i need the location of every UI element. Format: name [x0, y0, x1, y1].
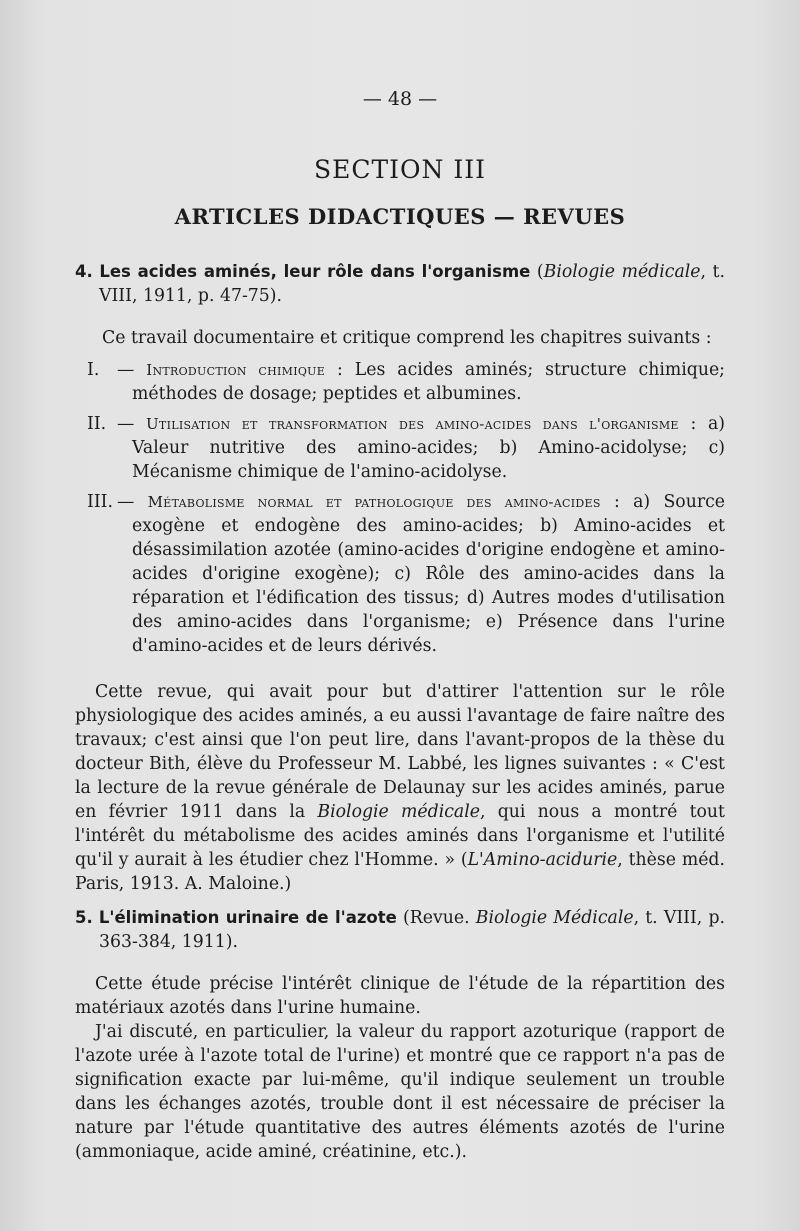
chapter-1-heading: Introduction chimique [146, 361, 326, 379]
entry-4-intro [75, 326, 725, 350]
entry-5-paragraph-2-text: J'ai discuté, en particulier, la valeur du rapport azoturique (rapport de l'azote urée à l'azote total de l'urine) et montré que ce rapport n'a pas de signification exacte par lui-même, qu'il indique seulement un trouble dans les échanges azotés, trouble dont il est nécessaire de préciser la nature par l'étude quantitative des autres éléments azotés de l'urine (ammoniaque, acide aminé, créatinine, etc.). [75, 1022, 725, 1162]
chapter-2-number: II. [87, 414, 107, 434]
entry-4-paragraph-part3: , thèse méd. Paris, 1913. A. Maloine.) [75, 850, 725, 894]
chapter-1-body: : Les acides aminés; structure chimique; méthodes de dosage; peptides et albumines. [132, 360, 725, 404]
chapter-1-number: I. [87, 360, 100, 380]
entry-4-paragraph-part2: , qui nous a montré tout l'intérêt du métabolisme des acides aminés dans l'organisme et l'utilité qu'il y aurait à les étudier chez l'Homme. » ( [75, 802, 725, 870]
entry-4-journal: Biologie médicale [543, 262, 701, 282]
entry-4-paragraph-thesis: L'Amino-acidurie [467, 850, 618, 870]
entry-5-ref-rest: , t. VIII, p. 363-384, 1911). [99, 908, 726, 952]
entry-4-ref-rest: , t. VIII, 1911, p. 47-75). [99, 262, 725, 306]
chapter-1-text: I. — Introduction chimique : Les acides aminés; structure chimique; méthodes de dosage; peptides et albumines. [75, 358, 725, 406]
entry-4-paragraph [75, 680, 725, 896]
page-number: — 48 — [362, 88, 438, 110]
entry-4-heading [75, 260, 725, 308]
chapter-3-number: III. [87, 492, 113, 512]
entry-5-paragraph-1-text: Cette étude précise l'intérêt clinique de l'étude de la répartition des matériaux azotés dans l'urine humaine. [75, 974, 725, 1018]
entry-5-ref-open: (Revue. [396, 908, 476, 928]
entry-4-paragraph-journal: Biologie médicale [317, 802, 480, 822]
chapter-3 [75, 490, 725, 658]
chapter-2 [75, 412, 725, 484]
section-subtitle: ARTICLES DIDACTIQUES — REVUES [174, 204, 626, 229]
entry-4-title: Les acides aminés, leur rôle dans l'organisme [99, 262, 531, 281]
entry-5-number: 5. [75, 908, 93, 927]
entry-5-paragraph-1 [75, 972, 725, 1020]
entry-4-paragraph-text [75, 680, 725, 896]
chapter-3-body: : a) Source exogène et endogène des amino-acides; b) Amino-acides et désassimilation azotée (amino-acides d'origine endogène et amino-acides d'origine exogène); c) Rôle des amino-acides dans la réparation et l'édification des tissus; d) Autres modes d'utilisation des amino-acides dans l'organisme; e) Présence dans l'urine d'amino-acides et de leurs dérivés. [132, 492, 725, 656]
entry-5-paragraph-2 [75, 1020, 725, 1164]
entry-5 [75, 906, 725, 954]
entry-4-paragraph-part1: Cette revue, qui avait pour but d'attirer l'attention sur le rôle physiologique des acides aminés, a eu aussi l'avantage de faire naître des travaux; c'est ainsi que l'on peut lire, dans l'avant-propos de la thèse du docteur Bith, élève du Professeur M. Labbé, les lignes suivantes : « C'est la lecture de la revue générale de Delaunay sur les acides aminés, parue en février 1911 dans la [75, 682, 725, 822]
chapter-1 [75, 358, 725, 406]
entry-4-ref-open: ( [530, 262, 544, 282]
entry-4 [75, 260, 725, 308]
chapter-2-heading: Utilisation et transformation des amino-acides dans l'organisme [145, 415, 679, 433]
entry-4-number: 4. [75, 262, 93, 281]
entry-4-intro-text: Ce travail documentaire et critique comprend les chapitres suivants : [102, 328, 712, 348]
chapter-2-body: : a) Valeur nutritive des amino-acides; b) Amino-acidolyse; c) Mécanisme chimique de l'amino-acidolyse. [132, 414, 726, 482]
entry-5-heading [75, 906, 725, 954]
entry-5-journal: Biologie Médicale [475, 908, 634, 928]
chapter-3-text: III. — Métabolisme normal et pathologique des amino-acides : a) Source exogène et endogène des amino-acides; b) Amino-acides et désassimilation azotée (amino-acides d'origine endogène et amino-acides d'origine exogène); c) Rôle des amino-acides dans la réparation et l'édification des tissus; d) Autres modes d'utilisation des amino-acides dans l'organisme; e) Présence dans l'urine d'amino-acides et de leurs dérivés. [75, 490, 725, 658]
chapter-2-text: II. — Utilisation et transformation des amino-acides dans l'organisme : a) Valeur nutritive des amino-acides; b) Amino-acidolyse; c) Mécanisme chimique de l'amino-acidolyse. [75, 412, 725, 484]
entry-5-title: L'élimination urinaire de l'azote [98, 908, 397, 927]
section-title: SECTION III [314, 155, 486, 184]
chapter-3-heading: Métabolisme normal et pathologique des amino-acides [147, 493, 601, 511]
